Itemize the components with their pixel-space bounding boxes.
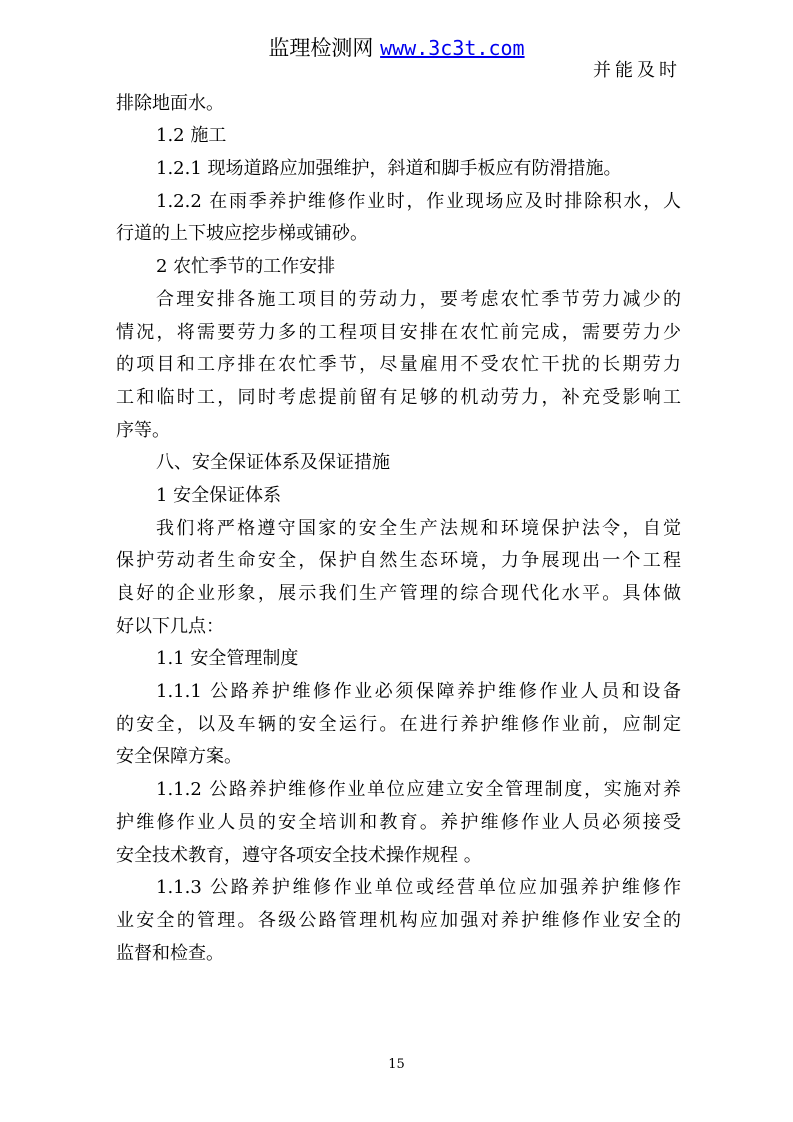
text-line: 并能及时 bbox=[593, 60, 681, 81]
section-heading: 1.1 安全管理制度 bbox=[156, 648, 299, 670]
text-line: 合理安排各施工项目的劳动力，要考虑农忙季节劳力减少的 bbox=[156, 288, 681, 310]
text-line: 排除地面水。 bbox=[116, 92, 224, 114]
document-body bbox=[116, 55, 681, 970]
section-heading: 2 农忙季节的工作安排 bbox=[156, 256, 336, 278]
text-line: 安全保障方案。 bbox=[116, 746, 242, 768]
site-name: 监理检测网 bbox=[268, 36, 374, 60]
text-line: 护维修作业人员的安全培训和教育。养护维修作业人员必须接受 bbox=[116, 811, 681, 833]
text-line: 情况，将需要劳力多的工程项目安排在农忙前完成，需要劳力少 bbox=[116, 321, 681, 343]
page-number: 15 bbox=[388, 1057, 405, 1072]
section-heading: 1.2 施工 bbox=[156, 125, 227, 147]
text-line: 的安全，以及车辆的安全运行。在进行养护维修作业前，应制定 bbox=[116, 713, 681, 735]
text-line: 好以下几点： bbox=[116, 615, 224, 637]
text-line: 安全技术教育，遵守各项安全技术操作规程 。 bbox=[116, 844, 482, 866]
text-line: 序等。 bbox=[116, 419, 170, 441]
text-line: 1.1.3 公路养护维修作业单位或经营单位应加强养护维修作 bbox=[156, 877, 681, 899]
text-line: 监督和检查。 bbox=[116, 942, 224, 964]
site-url-link[interactable]: www.3c3t.com bbox=[380, 36, 525, 60]
text-line: 的项目和工序排在农忙季节，尽量雇用不受农忙干扰的长期劳力 bbox=[116, 354, 681, 376]
text-line: 1.1.2 公路养护维修作业单位应建立安全管理制度，实施对养 bbox=[156, 779, 681, 801]
text-line: 良好的企业形象，展示我们生产管理的综合现代化水平。具体做 bbox=[116, 583, 681, 604]
section-heading: 1 安全保证体系 bbox=[156, 484, 282, 506]
text-line: 1.1.1 公路养护维修作业必须保障养护维修作业人员和设备 bbox=[156, 681, 681, 703]
section-heading: 八、安全保证体系及保证措施 bbox=[156, 452, 390, 474]
text-line: 我们将严格遵守国家的安全生产法规和环境保护法令，自觉 bbox=[156, 517, 681, 539]
text-line: 1.2.1 现场道路应加强维护，斜道和脚手板应有防滑措施。 bbox=[156, 158, 622, 180]
text-line: 保护劳动者生命安全，保护自然生态环境，力争展现出一个工程 bbox=[116, 550, 681, 572]
text-line: 工和临时工，同时考虑提前留有足够的机动劳力，补充受影响工 bbox=[116, 386, 681, 408]
text-line: 业安全的管理。各级公路管理机构应加强对养护维修作业安全的 bbox=[116, 909, 681, 931]
text-line: 行道的上下坡应挖步梯或铺砂。 bbox=[116, 223, 368, 245]
text-line: 1.2.2 在雨季养护维修作业时，作业现场应及时排除积水，人 bbox=[156, 190, 681, 212]
